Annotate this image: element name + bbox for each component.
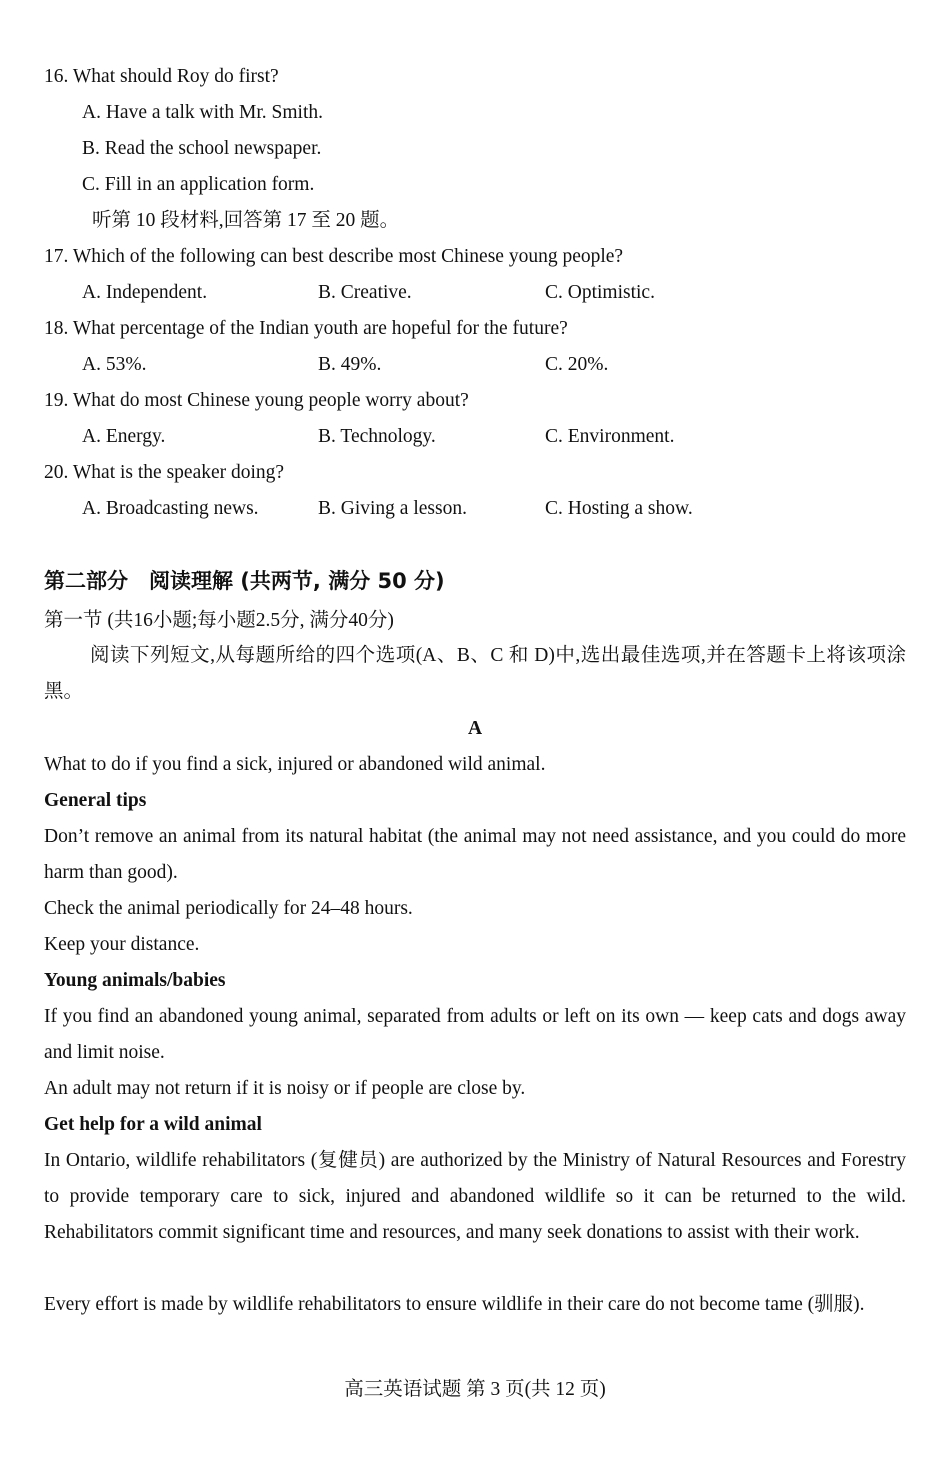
question-18-option-b: B. 49%. <box>318 354 382 375</box>
question-19-option-c: C. Environment. <box>545 426 675 447</box>
page-footer: 高三英语试题 第 3 页(共 12 页) <box>344 1379 606 1400</box>
question-20-stem: 20. What is the speaker doing? <box>44 462 285 483</box>
question-16-option-b: B. Read the school newspaper. <box>82 138 322 159</box>
question-20-option-b: B. Giving a lesson. <box>318 498 467 519</box>
question-17-option-b: B. Creative. <box>318 282 412 303</box>
question-20-option-a: A. Broadcasting news. <box>82 498 259 519</box>
question-16-option-a: A. Have a talk with Mr. Smith. <box>82 102 324 123</box>
passage-label: A <box>467 718 483 739</box>
part-two-title: 第二部分 阅读理解 (共两节, 满分 50 分) <box>44 569 445 593</box>
reading-instruction: 阅读下列短文,从每题所给的四个选项(A、B、C 和 D)中,选出最佳选项,并在答题卡上将该项涂黑。 <box>44 645 906 702</box>
young-animals-paragraph-2: An adult may not return if it is noisy or if people are close by. <box>44 1078 526 1099</box>
heading-get-help: Get help for a wild animal <box>44 1114 262 1135</box>
question-17-stem: 17. Which of the following can best describe most Chinese young people? <box>44 246 624 267</box>
general-tip-3: Keep your distance. <box>44 934 200 955</box>
question-16-option-c: C. Fill in an application form. <box>82 174 315 195</box>
question-19-stem: 19. What do most Chinese young people worry about? <box>44 390 469 411</box>
question-19-option-b: B. Technology. <box>318 426 436 447</box>
question-17-option-a: A. Independent. <box>82 282 208 303</box>
general-tip-1: Don’t remove an animal from its natural habitat (the animal may not need assistance, and you could do more harm than good). <box>44 826 906 883</box>
passage-intro: What to do if you find a sick, injured or abandoned wild animal. <box>44 754 546 775</box>
heading-general-tips: General tips <box>44 790 147 811</box>
section-one-title: 第一节 (共16小题;每小题2.5分, 满分40分) <box>44 610 394 631</box>
question-18-option-a: A. 53%. <box>82 354 147 375</box>
general-tip-2: Check the animal periodically for 24–48 hours. <box>44 898 413 919</box>
question-19-option-a: A. Energy. <box>82 426 166 447</box>
listening-instruction-10: 听第 10 段材料,回答第 17 至 20 题。 <box>92 210 400 231</box>
question-20-option-c: C. Hosting a show. <box>545 498 693 519</box>
question-17-option-c: C. Optimistic. <box>545 282 655 303</box>
young-animals-paragraph-1: If you find an abandoned young animal, separated from adults or left on its own — keep cats and dogs away and limit noise. <box>44 1006 906 1063</box>
question-16-stem: 16. What should Roy do first? <box>44 66 279 87</box>
get-help-paragraph-2: Every effort is made by wildlife rehabilitators to ensure wildlife in their care do not become tame (驯服). <box>44 1294 865 1315</box>
question-18-option-c: C. 20%. <box>545 354 609 375</box>
heading-young-animals: Young animals/babies <box>44 970 226 991</box>
get-help-paragraph-1: In Ontario, wildlife rehabilitators (复健员) are authorized by the Ministry of Natural Resources and Forestry to provide temporary care to sick, injured and abandoned wildlife so it can be returned to the wild. Rehabilitators commit significant time and resources, and many seek donations to assist with their work. <box>44 1150 906 1243</box>
question-18-stem: 18. What percentage of the Indian youth are hopeful for the future? <box>44 318 568 339</box>
